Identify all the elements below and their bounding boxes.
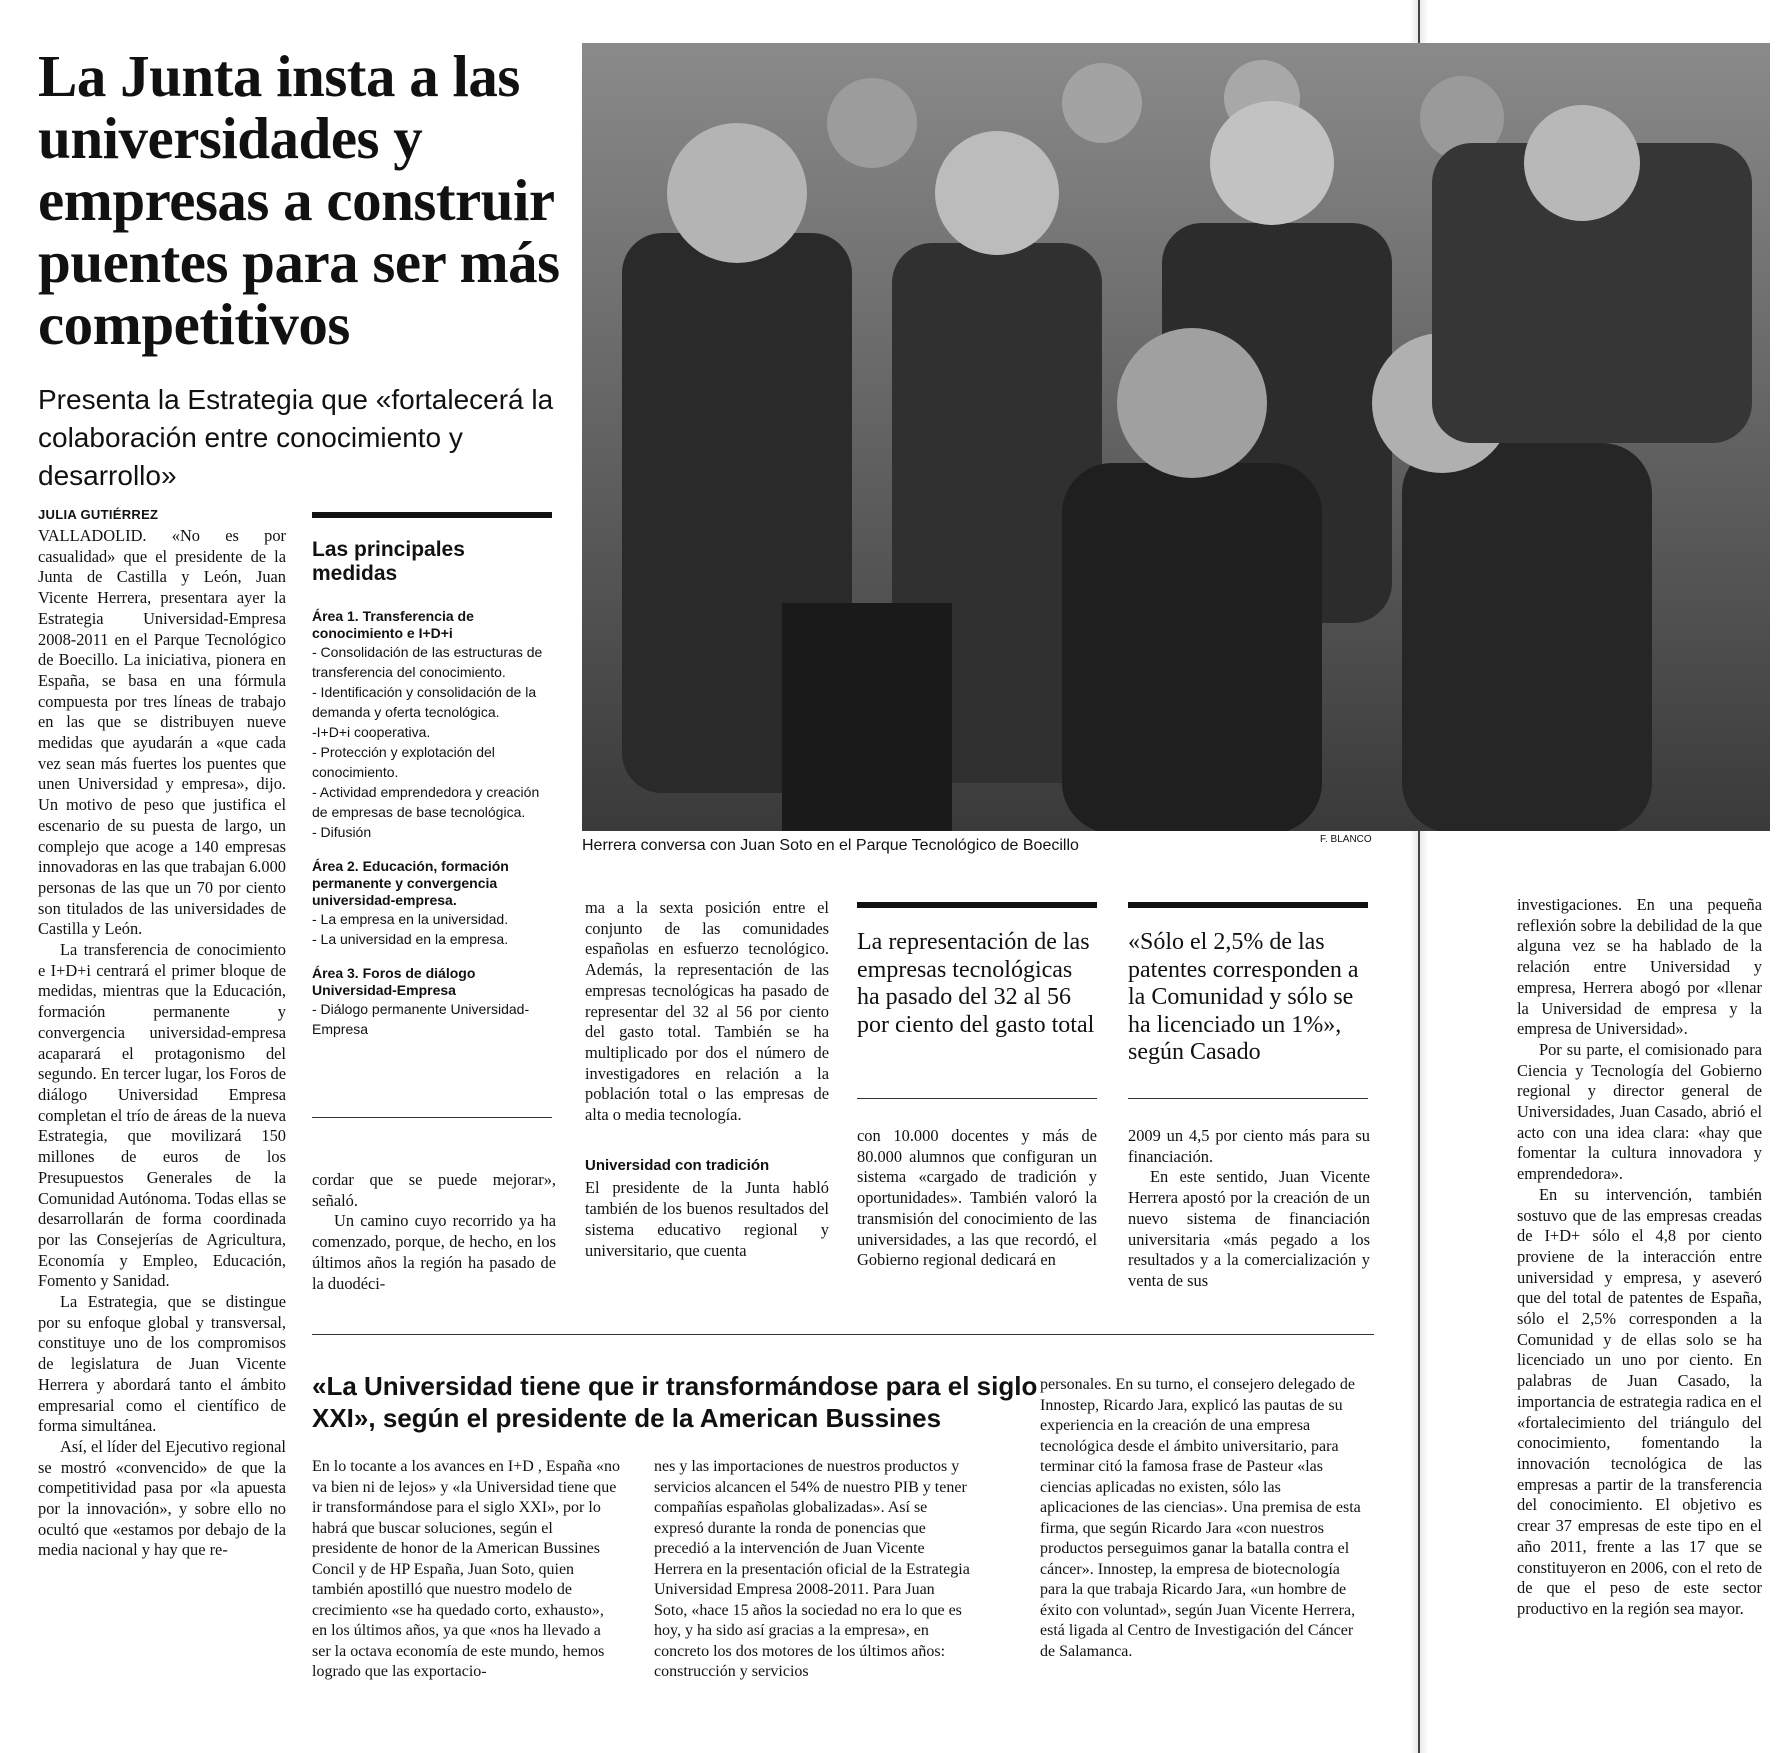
pullquote-rule xyxy=(857,902,1097,908)
measures-box xyxy=(312,512,552,1039)
paragraph: Así, el líder del Ejecutivo regional se mostró «convencido» de que la competitividad pasa por «la apuesta por la innovación», y sobre ello no ocultó que «estamos por debajo de la media nacional y hay que re- xyxy=(38,1436,286,1560)
paragraph: El presidente de la Junta habló también de los buenos resultados del sistema educativo regional y universitario, que cuenta xyxy=(585,1178,829,1260)
paragraph: Un camino cuyo recorrido ya ha comenzado, porque, de hecho, en los últimos años la región ha pasado de la duodéci- xyxy=(312,1211,556,1293)
area-item: - Actividad emprendedora y creación de empresas de base tecnológica. xyxy=(312,784,540,820)
paragraph: ma a la sexta posición entre el conjunto de las comunidades españolas en esfuerzo tecnológico. Además, la representación de las empresas tecnológicas ha pasado de representar del 32 al 56 por ciento del gasto total. También se ha multiplicado por dos el número de investigadores en relación a la población total o las empresas de alta o media tecnología. xyxy=(585,898,829,1125)
pullquote-rule xyxy=(1128,902,1368,908)
paragraph: La transferencia de conocimiento e I+D+i centrará el primer bloque de medidas, mientras que la Educación, formación permanente y convergencia universidad-empresa acaparará el protagonismo del segundo. En tercer lugar, los Foros de diálogo Universidad Empresa completan el trío de áreas de la nueva Estrategia, que movilizará 150 millones de euros de los Presupuestos Generales de la Comunidad Autónoma. Todas ellas se desarrollarán de forma coordinada por las Consejerías de Agricultura, Economía y Empleo, Educación, Fomento y Sanidad. xyxy=(38,940,286,1291)
area-item: - Diálogo permanente Universidad-Empresa xyxy=(312,1001,530,1037)
article-column-2 xyxy=(312,1170,556,1294)
paragraph: En su intervención, también sostuvo que de las empresas creadas de I+D+ sólo el 4,8 por ciento proviene de la interacción entre universidad y empresa, y aseveró que del total de patentes de España, sólo el 2,5% corresponden a la Comunidad y de ellas solo se ha licenciado un uno por ciento. En palabras de Juan Casado, la importancia de estrategia radica en el «fortalecimiento del triángulo del conocimiento, fomentando la innovación tecnológica de las empresas a partir de la transferencia del conocimiento. El objetivo es crear 37 empresas de este tipo en el año 2011, frente a las 17 que se constituyeron en 2006, con el reto de de que el peso de este sector productivo en la región sea mayor. xyxy=(1517,1184,1762,1618)
paragraph: cordar que se puede mejorar», señaló. xyxy=(312,1170,556,1210)
story-2-column-3: personales. En su turno, el consejero delegado de Innostep, Ricardo Jara, explicó las pautas de su experiencia en la creación de una empresa tecnológica desde el ámbito universitario, para terminar citó la famosa frase de Pasteur «las ciencias aplicadas no existen, sólo las aplicaciones de las ciencias». Una premisa de esta firma, que según Ricardo Jara «con nuestros productos perseguimos ganar la batalla contra el cáncer». Innostep, la empresa de biotecnología para la que trabaja Ricardo Jara, «un hombre de éxito con voluntad», según Juan Vicente Herrera, está ligada al Centro de Investigación del Cáncer de Salamanca. xyxy=(1040,1376,1361,1660)
article-column-3 xyxy=(585,898,829,1261)
photo-illustration xyxy=(582,43,1770,831)
section-divider xyxy=(312,1334,1374,1335)
paragraph: En este sentido, Juan Vicente Herrera apostó por la creación de un nuevo sistema de financiación universitaria «más pegado a los resultados y a la comercialización y venta de sus xyxy=(1128,1167,1370,1290)
story-2-title: «La Universidad tiene que ir transformándose para el siglo XXI», según el presidente de la American Bussines xyxy=(312,1371,1038,1433)
photo-caption: Herrera conversa con Juan Soto en el Parque Tecnológico de Boecillo xyxy=(582,837,1079,854)
pullquote-1: La representación de las empresas tecnológicas ha pasado del 32 al 56 por ciento del gasto total xyxy=(857,929,1095,1038)
photo-credit: F. BLANCO xyxy=(1320,834,1372,845)
paragraph: investigaciones. En una pequeña reflexión sobre la debilidad de la que alguna vez se ha hablado de la relación entre Universidad y empresa, Herrera abogó por «llenar la Universidad de empresa y la empresa de Universidad». xyxy=(1517,895,1762,1039)
story-2-column-2: nes y las importaciones de nuestros productos y servicios alcancen el 54% de nuestro PIB y tener compañías españolas globalizadas». Así se expresó durante la ronda de ponencias que precedió a la intervención de Juan Vicente Herrera en la presentación oficial de la Estrategia Universidad Empresa 2008-2011. Para Juan Soto, «hace 15 años la sociedad no era lo que es hoy, y ha sido así gracias a la empresa», en concreto los dos motores de los últimos años: construcción y servicios xyxy=(654,1458,970,1680)
headline: La Junta insta a las universidades y empresas a construir puentes para ser más competitivos xyxy=(38,43,560,357)
area-item: - La universidad en la empresa. xyxy=(312,931,509,947)
area-title: Área 1. Transferencia de conocimiento e I+D+i xyxy=(312,608,474,641)
byline: JULIA GUTIÉRREZ xyxy=(38,507,159,522)
area-title: Área 2. Educación, formación permanente y convergencia universidad-empresa. xyxy=(312,858,509,908)
section-subtitle: Universidad con tradición xyxy=(585,1156,770,1174)
area-item: - Protección y explotación del conocimiento. xyxy=(312,744,495,780)
article-column-5 xyxy=(1128,1126,1370,1292)
area-item: - Difusión xyxy=(312,824,372,840)
area-item: - Identificación y consolidación de la demanda y oferta tecnológica. xyxy=(312,684,537,720)
pullquote-end-rule xyxy=(857,1098,1097,1099)
measures-box-end-rule xyxy=(312,1117,552,1118)
article-column-4 xyxy=(857,1126,1097,1271)
area-item: - La empresa en la universidad. xyxy=(312,911,509,927)
pullquote-end-rule xyxy=(1128,1098,1368,1099)
area-item: -I+D+i cooperativa. xyxy=(312,724,431,740)
article-column-1 xyxy=(38,526,286,1561)
paragraph: Por su parte, el comisionado para Ciencia y Tecnología del Gobierno regional y director general de Universidades, Juan Casado, abrió el acto con una idea clara: «hay que fomentar la cultura innovadora y emprendedora». xyxy=(1517,1039,1762,1184)
area-item: - Consolidación de las estructuras de transferencia del conocimiento. xyxy=(312,644,543,680)
measures-box-title: Las principales medidas xyxy=(312,538,465,585)
paragraph: VALLADOLID. «No es por casualidad» que el presidente de la Junta de Castilla y León, Juan Vicente Herrera, presentara ayer la Estrategia Universidad-Empresa 2008-2011 en el Parque Tecnológico de Boecillo. La iniciativa, pionera en España, se basa en una fórmula compuesta por tres líneas de trabajo en las que se distribuyen nueve medidas que ayudarán a «que cada vez sean más fuertes los puentes que unen Universidad y empresa», dijo. Un motivo de peso que justifica el escenario de su puesta de largo, un complejo que acoge a 140 empresas innovadoras en las que trabajan 6.000 personas de las que un 70 por ciento son titulados de las universidades de Castilla y León. xyxy=(38,526,286,939)
news-photo xyxy=(582,43,1770,831)
story-2-column-1: En lo tocante a los avances en I+D , España «no va bien ni de lejos» y «la Universidad tiene que ir transformándose para el siglo XXI», por lo habrá que buscar soluciones, según el presidente de honor de la American Bussines Concil y de HP España, Juan Soto, quien también apostilló que nuestro modelo de crecimiento «se ha quedado corto, exhausto», en los últimos años, ya que «nos ha llevado a ser la octava economía de este mundo, hemos logrado que las exportacio- xyxy=(312,1458,621,1680)
subheadline: Presenta la Estrategia que «fortalecerá la colaboración entre conocimiento y desarrollo» xyxy=(38,384,554,491)
article-column-6 xyxy=(1517,895,1762,1620)
area-title: Área 3. Foros de diálogo Universidad-Empresa xyxy=(312,965,476,998)
paragraph: La Estrategia, que se distingue por su enfoque global y transversal, constituye uno de los compromisos de legislatura de Juan Vicente Herrera y abordará tanto el ámbito empresarial como el científico de forma simultánea. xyxy=(38,1292,286,1436)
paragraph: 2009 un 4,5 por ciento más para su financiación. xyxy=(1128,1126,1370,1166)
pullquote-2: «Sólo el 2,5% de las patentes corresponden a la Comunidad y sólo se ha licenciado un 1%», según Casado xyxy=(1128,929,1359,1065)
paragraph: con 10.000 docentes y más de 80.000 alumnos que configuran un sistema «cargado de tradición y oportunidades». También valoró la transmisión del conocimiento de las universidades, a las que recordó, el Gobierno regional dedicará en xyxy=(857,1126,1097,1270)
